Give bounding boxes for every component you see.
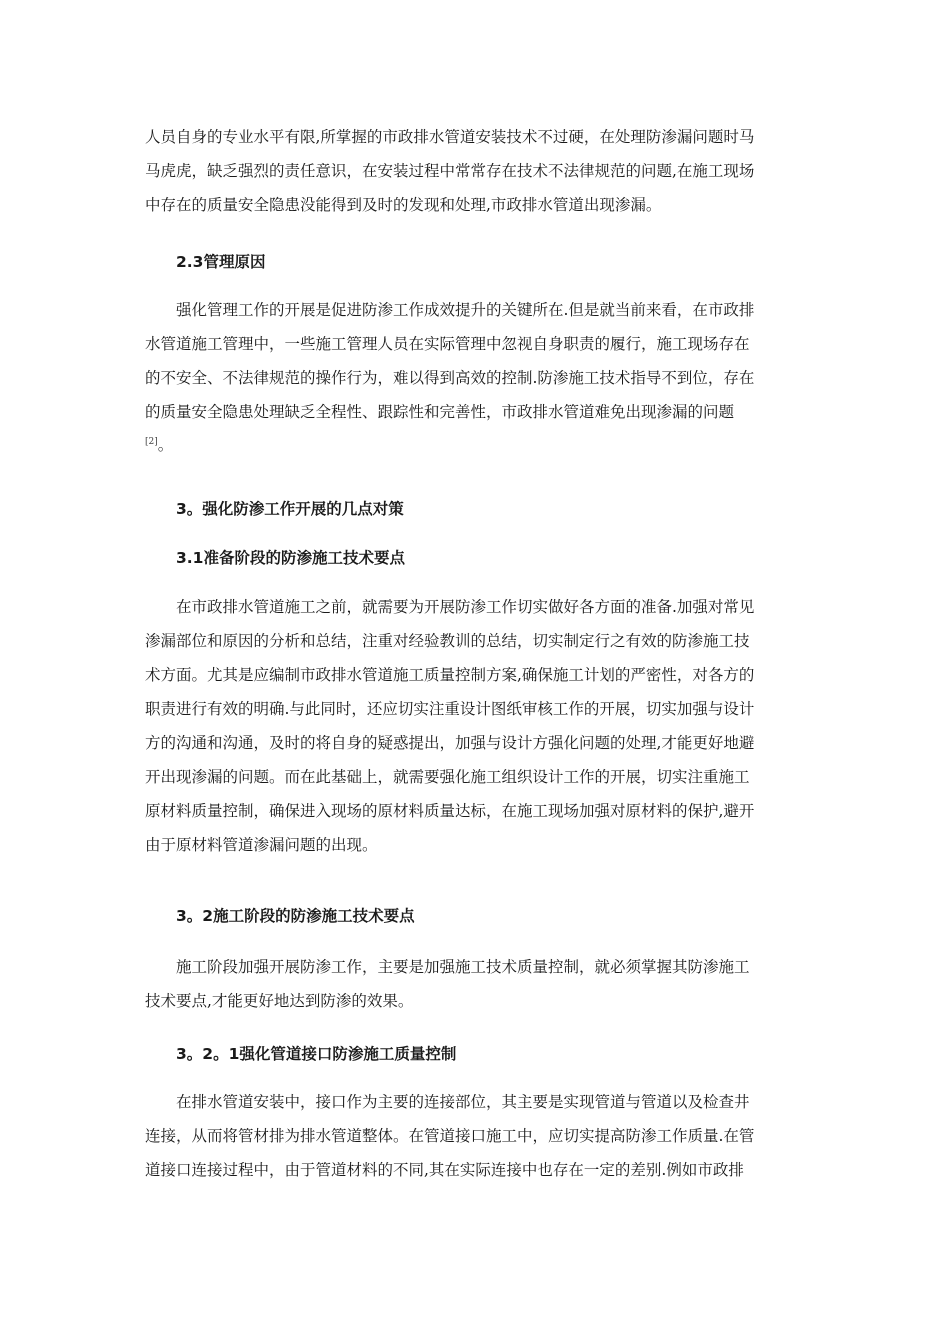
- section-heading-3: 3。强化防渗工作开展的几点对策: [176, 500, 404, 518]
- text-line: 开出现渗漏的问题。而在此基础上，就需要强化施工组织设计工作的开展，切实注重施工: [145, 768, 750, 786]
- text-line: 的质量安全隐患处理缺乏全程性、跟踪性和完善性，市政排水管道难免出现渗漏的问题: [145, 403, 735, 421]
- text-line: 方的沟通和沟通，及时的将自身的疑惑提出，加强与设计方强化问题的处理,才能更好地避: [145, 734, 755, 752]
- paragraph-staff-causes: [145, 120, 811, 222]
- text-line: 在市政排水管道施工之前，就需要为开展防渗工作切实做好各方面的准备.加强对常见: [176, 598, 755, 616]
- text-line: 术方面。尤其是应编制市政排水管道施工质量控制方案,确保施工计划的严密性，对各方的: [145, 666, 755, 684]
- text-line: 水管道施工管理中，一些施工管理人员在实际管理中忽视自身职责的履行，施工现场存在: [145, 335, 750, 353]
- text-line: 技术要点,才能更好地达到防渗的效果。: [145, 992, 414, 1010]
- text-line: 的不安全、不法律规范的操作行为，难以得到高效的控制.防渗施工技术指导不到位，存在: [145, 369, 755, 387]
- text-line: 原材料质量控制，确保进入现场的原材料质量达标，在施工现场加强对原材料的保护,避开: [145, 802, 755, 820]
- text-line: 强化管理工作的开展是促进防渗工作成效提升的关键所在.但是就当前来看，在市政排: [176, 301, 755, 319]
- text-end: 。: [157, 436, 174, 454]
- section-heading-2-3: 2.3管理原因: [176, 253, 266, 271]
- paragraph-management-causes: [145, 293, 811, 455]
- text-line: 中存在的质量安全隐患没能得到及时的发现和处理,市政排水管道出现渗漏。: [145, 196, 662, 214]
- paragraph-preparation-stage: [145, 590, 811, 862]
- text-line: 职责进行有效的明确.与此同时，还应切实注重设计图纸审核工作的开展，切实加强与设计: [145, 700, 755, 718]
- text-line: 渗漏部位和原因的分析和总结，注重对经验教训的总结，切实制定行之有效的防渗施工技: [145, 632, 750, 650]
- text-line: 连接，从而将管材排为排水管道整体。在管道接口施工中，应切实提高防渗工作质量.在管: [145, 1127, 755, 1145]
- text-line: 马虎虎，缺乏强烈的责任意识，在安装过程中常常存在技术不法律规范的问题,在施工现场: [145, 162, 755, 180]
- text-line: 人员自身的专业水平有限,所掌握的市政排水管道安装技术不过硬，在处理防渗漏问题时马: [145, 128, 755, 146]
- citation-line: [145, 429, 811, 455]
- section-heading-3-1: 3.1准备阶段的防渗施工技术要点: [176, 549, 405, 567]
- section-heading-3-2: 3。2施工阶段的防渗施工技术要点: [176, 907, 415, 925]
- text-line: 由于原材料管道渗漏问题的出现。: [145, 836, 378, 854]
- text-line: 施工阶段加强开展防渗工作，主要是加强施工技术质量控制，就必须掌握其防渗施工: [176, 958, 750, 976]
- paragraph-pipe-joint: [145, 1085, 811, 1187]
- text-line: 道接口连接过程中，由于管道材料的不同,其在实际连接中也存在一定的差别.例如市政排: [145, 1161, 744, 1179]
- section-heading-3-2-1: 3。2。1强化管道接口防渗施工质量控制: [176, 1045, 457, 1063]
- text-line: 在排水管道安装中，接口作为主要的连接部位，其主要是实现管道与管道以及检查井: [176, 1093, 750, 1111]
- paragraph-construction-stage: [145, 950, 811, 1018]
- citation-ref: [2]: [145, 437, 158, 447]
